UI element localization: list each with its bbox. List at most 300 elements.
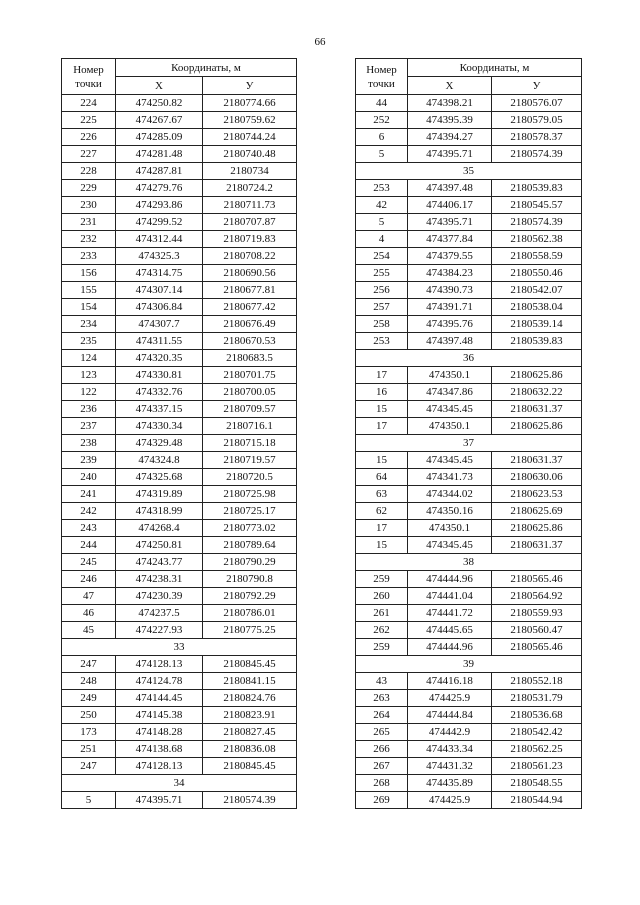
point-number-cell: 15 [356,452,408,469]
table-row [356,248,582,265]
y-coordinate-cell: 2180539.83 [492,333,582,350]
y-coordinate-cell: 2180827.45 [203,724,297,741]
x-coordinate-cell: 474442.9 [408,724,492,741]
point-number-cell: 231 [62,214,116,231]
point-number-cell: 233 [62,248,116,265]
x-coordinate-cell: 474314.75 [116,265,203,282]
x-coordinate-cell: 474138.68 [116,741,203,758]
y-coordinate-cell: 2180773.02 [203,520,297,537]
x-coordinate-cell: 474332.76 [116,384,203,401]
table-row [62,112,297,129]
section-row [356,656,582,673]
x-coordinate-cell: 474281.48 [116,146,203,163]
x-coordinate-cell: 474287.81 [116,163,203,180]
table-row [356,520,582,537]
point-number-cell: 261 [356,605,408,622]
x-coordinate-cell: 474350.1 [408,418,492,435]
y-coordinate-cell: 2180676.49 [203,316,297,333]
x-coordinate-cell: 474345.45 [408,537,492,554]
table-row [62,282,297,299]
table-row [62,758,297,775]
x-coordinate-cell: 474397.48 [408,333,492,350]
table-row [62,129,297,146]
table-row [356,316,582,333]
x-column-header: X [116,77,203,95]
table-row [62,554,297,571]
y-coordinate-cell: 2180709.57 [203,401,297,418]
point-number-cell: 122 [62,384,116,401]
table-row [356,112,582,129]
x-coordinate-cell: 474341.73 [408,469,492,486]
point-number-cell: 46 [62,605,116,622]
x-coordinate-cell: 474394.27 [408,129,492,146]
point-number-cell: 226 [62,129,116,146]
y-coordinate-cell: 2180539.83 [492,180,582,197]
point-number-cell: 260 [356,588,408,605]
y-coordinate-cell: 2180715.18 [203,435,297,452]
table-row [356,792,582,809]
x-coordinate-cell: 474395.71 [116,792,203,809]
point-number-cell: 257 [356,299,408,316]
x-coordinate-cell: 474395.71 [408,146,492,163]
y-coordinate-cell: 2180690.56 [203,265,297,282]
x-coordinate-cell: 474307.7 [116,316,203,333]
point-number-cell: 241 [62,486,116,503]
table-row [356,571,582,588]
y-coordinate-cell: 2180536.68 [492,707,582,724]
x-coordinate-cell: 474144.45 [116,690,203,707]
point-number-cell: 247 [62,656,116,673]
point-number-cell: 228 [62,163,116,180]
coordinates-table-left [61,58,297,809]
point-number-cell: 16 [356,384,408,401]
x-coordinate-cell: 474379.55 [408,248,492,265]
point-number-cell: 64 [356,469,408,486]
table-row [62,265,297,282]
point-number-cell: 239 [62,452,116,469]
x-coordinate-cell: 474406.17 [408,197,492,214]
x-coordinate-cell: 474320.35 [116,350,203,367]
section-row [356,554,582,571]
table-row [62,95,297,112]
table-row [356,146,582,163]
point-number-cell: 236 [62,401,116,418]
y-coordinate-cell: 2180719.57 [203,452,297,469]
y-coordinate-cell: 2180576.07 [492,95,582,112]
point-number-cell: 4 [356,231,408,248]
x-coordinate-cell: 474312.44 [116,231,203,248]
y-coordinate-cell: 2180845.45 [203,758,297,775]
x-coordinate-cell: 474425.9 [408,792,492,809]
y-coordinate-cell: 2180574.39 [492,146,582,163]
point-number-cell: 267 [356,758,408,775]
point-number-cell: 262 [356,622,408,639]
table-row [62,520,297,537]
table-row [356,197,582,214]
section-number: 34 [62,775,297,792]
point-number-header-line2: точки [75,77,102,90]
table-row [356,707,582,724]
x-coordinate-cell: 474391.71 [408,299,492,316]
point-number-cell: 5 [356,214,408,231]
x-coordinate-cell: 474325.68 [116,469,203,486]
y-coordinate-cell: 2180623.53 [492,486,582,503]
table-row [62,622,297,639]
point-number-cell: 259 [356,639,408,656]
x-coordinate-cell: 474384.23 [408,265,492,282]
table-row [356,690,582,707]
table-row [62,792,297,809]
y-coordinate-cell: 2180559.93 [492,605,582,622]
point-number-cell: 154 [62,299,116,316]
x-coordinate-cell: 474444.96 [408,571,492,588]
point-number-cell: 63 [356,486,408,503]
y-coordinate-cell: 2180725.98 [203,486,297,503]
table-row [356,639,582,656]
table-row [62,180,297,197]
x-coordinate-cell: 474307.14 [116,282,203,299]
point-number-cell: 246 [62,571,116,588]
section-number: 33 [62,639,297,656]
y-coordinate-cell: 2180574.39 [203,792,297,809]
x-coordinate-cell: 474243.77 [116,554,203,571]
x-coordinate-cell: 474128.13 [116,656,203,673]
point-number-cell: 5 [62,792,116,809]
table-row [62,316,297,333]
x-coordinate-cell: 474347.86 [408,384,492,401]
point-number-cell: 269 [356,792,408,809]
table-row [356,741,582,758]
x-coordinate-cell: 474350.1 [408,520,492,537]
table-row [356,775,582,792]
y-coordinate-cell: 2180564.92 [492,588,582,605]
point-number-cell: 15 [356,537,408,554]
y-coordinate-cell: 2180578.37 [492,129,582,146]
y-coordinate-cell: 2180774.66 [203,95,297,112]
point-number-cell: 42 [356,197,408,214]
point-number-cell: 263 [356,690,408,707]
y-coordinate-cell: 2180836.08 [203,741,297,758]
point-number-cell: 235 [62,333,116,350]
table-row [356,418,582,435]
x-coordinate-cell: 474350.16 [408,503,492,520]
y-coordinate-cell: 2180539.14 [492,316,582,333]
point-number-cell: 256 [356,282,408,299]
section-row [356,163,582,180]
point-number-header-line1: Номер [366,63,397,76]
point-number-cell: 47 [62,588,116,605]
x-coordinate-cell: 474230.39 [116,588,203,605]
table-row [62,605,297,622]
table-row [62,418,297,435]
point-number-cell: 230 [62,197,116,214]
y-coordinate-cell: 2180841.15 [203,673,297,690]
point-number-cell: 251 [62,741,116,758]
x-coordinate-cell: 474435.89 [408,775,492,792]
point-number-header-line2: точки [368,77,395,90]
y-coordinate-cell: 2180786.01 [203,605,297,622]
point-number-cell: 238 [62,435,116,452]
y-coordinate-cell: 2180711.73 [203,197,297,214]
x-coordinate-cell: 474319.89 [116,486,203,503]
point-number-cell: 234 [62,316,116,333]
page-number: 66 [314,36,326,48]
table-row [356,129,582,146]
x-coordinate-cell: 474390.73 [408,282,492,299]
point-number-cell: 62 [356,503,408,520]
point-number-cell: 15 [356,401,408,418]
y-coordinate-cell: 2180700.05 [203,384,297,401]
table-row [356,367,582,384]
table-row [356,95,582,112]
section-number: 39 [356,656,582,673]
table-row [62,452,297,469]
x-coordinate-cell: 474444.96 [408,639,492,656]
section-row [62,639,297,656]
x-column-header: X [408,77,492,95]
table-row [356,299,582,316]
section-row [356,350,582,367]
x-coordinate-cell: 474329.48 [116,435,203,452]
x-coordinate-cell: 474318.99 [116,503,203,520]
y-coordinate-cell: 2180625.86 [492,418,582,435]
x-coordinate-cell: 474416.18 [408,673,492,690]
x-coordinate-cell: 474330.81 [116,367,203,384]
x-coordinate-cell: 474398.21 [408,95,492,112]
y-coordinate-cell: 2180734 [203,163,297,180]
point-number-cell: 155 [62,282,116,299]
point-number-cell: 243 [62,520,116,537]
table-row [62,588,297,605]
y-coordinate-cell: 2180565.46 [492,639,582,656]
table-row [356,622,582,639]
table-row [356,180,582,197]
y-coordinate-cell: 2180552.18 [492,673,582,690]
x-coordinate-cell: 474285.09 [116,129,203,146]
x-coordinate-cell: 474237.5 [116,605,203,622]
y-column-header: У [492,77,582,95]
table-row [356,452,582,469]
point-number-cell: 17 [356,367,408,384]
point-number-cell: 244 [62,537,116,554]
x-coordinate-cell: 474128.13 [116,758,203,775]
point-number-cell: 5 [356,146,408,163]
y-coordinate-cell: 2180625.69 [492,503,582,520]
table-row [356,486,582,503]
y-coordinate-cell: 2180790.29 [203,554,297,571]
table-row [356,588,582,605]
point-number-cell: 254 [356,248,408,265]
y-coordinate-cell: 2180545.57 [492,197,582,214]
point-number-cell: 248 [62,673,116,690]
point-number-cell: 123 [62,367,116,384]
left-table-body [62,95,297,809]
x-coordinate-cell: 474148.28 [116,724,203,741]
y-coordinate-cell: 2180823.91 [203,707,297,724]
y-coordinate-cell: 2180677.42 [203,299,297,316]
x-coordinate-cell: 474268.4 [116,520,203,537]
x-coordinate-cell: 474345.45 [408,452,492,469]
section-number: 36 [356,350,582,367]
y-coordinate-cell: 2180561.23 [492,758,582,775]
y-coordinate-cell: 2180625.86 [492,367,582,384]
x-coordinate-cell: 474238.31 [116,571,203,588]
x-coordinate-cell: 474397.48 [408,180,492,197]
x-coordinate-cell: 474337.15 [116,401,203,418]
coordinates-header: Координаты, м [116,59,297,77]
coordinates-header: Координаты, м [408,59,582,77]
table-row [62,146,297,163]
y-coordinate-cell: 2180759.62 [203,112,297,129]
point-number-cell: 265 [356,724,408,741]
point-number-cell: 252 [356,112,408,129]
table-row [356,503,582,520]
x-coordinate-cell: 474325.3 [116,248,203,265]
x-coordinate-cell: 474250.81 [116,537,203,554]
x-coordinate-cell: 474445.65 [408,622,492,639]
y-coordinate-cell: 2180708.22 [203,248,297,265]
table-row [62,469,297,486]
point-number-cell: 124 [62,350,116,367]
table-row [356,214,582,231]
table-row [62,248,297,265]
table-row [62,299,297,316]
x-coordinate-cell: 474267.67 [116,112,203,129]
point-number-cell: 17 [356,520,408,537]
table-row [62,367,297,384]
point-number-header-line1: Номер [73,63,104,76]
section-number: 35 [356,163,582,180]
point-number-cell: 250 [62,707,116,724]
table-row [62,163,297,180]
point-number-cell: 266 [356,741,408,758]
table-row [356,469,582,486]
y-coordinate-cell: 2180558.59 [492,248,582,265]
point-number-cell: 240 [62,469,116,486]
coordinates-table-right [355,58,582,809]
section-number: 37 [356,435,582,452]
table-row [62,724,297,741]
x-coordinate-cell: 474395.71 [408,214,492,231]
right-table-body [356,95,582,809]
y-coordinate-cell: 2180792.29 [203,588,297,605]
point-number-cell: 224 [62,95,116,112]
point-number-cell: 258 [356,316,408,333]
x-coordinate-cell: 474306.84 [116,299,203,316]
table-row [356,384,582,401]
y-coordinate-cell: 2180531.79 [492,690,582,707]
y-coordinate-cell: 2180574.39 [492,214,582,231]
x-coordinate-cell: 474395.76 [408,316,492,333]
point-number-cell: 247 [62,758,116,775]
table-row [62,214,297,231]
y-coordinate-cell: 2180632.22 [492,384,582,401]
x-coordinate-cell: 474350.1 [408,367,492,384]
point-number-cell: 156 [62,265,116,282]
y-coordinate-cell: 2180789.64 [203,537,297,554]
y-coordinate-cell: 2180538.04 [492,299,582,316]
y-coordinate-cell: 2180562.38 [492,231,582,248]
table-row [356,401,582,418]
y-coordinate-cell: 2180744.24 [203,129,297,146]
table-row [62,673,297,690]
point-number-cell: 255 [356,265,408,282]
y-coordinate-cell: 2180625.86 [492,520,582,537]
point-number-cell: 232 [62,231,116,248]
x-coordinate-cell: 474227.93 [116,622,203,639]
y-coordinate-cell: 2180725.17 [203,503,297,520]
table-row [62,401,297,418]
table-row [356,231,582,248]
point-number-cell: 264 [356,707,408,724]
y-coordinate-cell: 2180670.53 [203,333,297,350]
table-row [356,333,582,350]
point-number-cell: 225 [62,112,116,129]
y-coordinate-cell: 2180677.81 [203,282,297,299]
x-coordinate-cell: 474324.8 [116,452,203,469]
point-number-cell: 45 [62,622,116,639]
x-coordinate-cell: 474250.82 [116,95,203,112]
y-coordinate-cell: 2180716.1 [203,418,297,435]
x-coordinate-cell: 474444.84 [408,707,492,724]
point-number-cell: 242 [62,503,116,520]
y-coordinate-cell: 2180550.46 [492,265,582,282]
table-row [62,656,297,673]
section-row [356,435,582,452]
y-coordinate-cell: 2180683.5 [203,350,297,367]
y-coordinate-cell: 2180724.2 [203,180,297,197]
point-number-cell: 253 [356,180,408,197]
y-coordinate-cell: 2180542.42 [492,724,582,741]
section-row [62,775,297,792]
point-number-cell: 173 [62,724,116,741]
point-number-cell: 43 [356,673,408,690]
y-coordinate-cell: 2180630.06 [492,469,582,486]
y-column-header: У [203,77,297,95]
y-coordinate-cell: 2180565.46 [492,571,582,588]
point-number-cell: 237 [62,418,116,435]
table-row [62,197,297,214]
y-coordinate-cell: 2180631.37 [492,537,582,554]
table-row [62,231,297,248]
table-row [356,605,582,622]
table-row [62,435,297,452]
point-number-cell: 229 [62,180,116,197]
table-row [62,537,297,554]
x-coordinate-cell: 474344.02 [408,486,492,503]
point-number-header [62,59,116,95]
point-number-cell: 17 [356,418,408,435]
table-row [62,707,297,724]
point-number-cell: 249 [62,690,116,707]
table-row [62,486,297,503]
table-row [62,333,297,350]
x-coordinate-cell: 474279.76 [116,180,203,197]
point-number-cell: 44 [356,95,408,112]
table-row [62,741,297,758]
x-coordinate-cell: 474441.72 [408,605,492,622]
point-number-cell: 6 [356,129,408,146]
x-coordinate-cell: 474299.52 [116,214,203,231]
table-row [62,384,297,401]
x-coordinate-cell: 474433.34 [408,741,492,758]
y-coordinate-cell: 2180740.48 [203,146,297,163]
x-coordinate-cell: 474425.9 [408,690,492,707]
point-number-cell: 245 [62,554,116,571]
x-coordinate-cell: 474431.32 [408,758,492,775]
y-coordinate-cell: 2180631.37 [492,401,582,418]
y-coordinate-cell: 2180631.37 [492,452,582,469]
